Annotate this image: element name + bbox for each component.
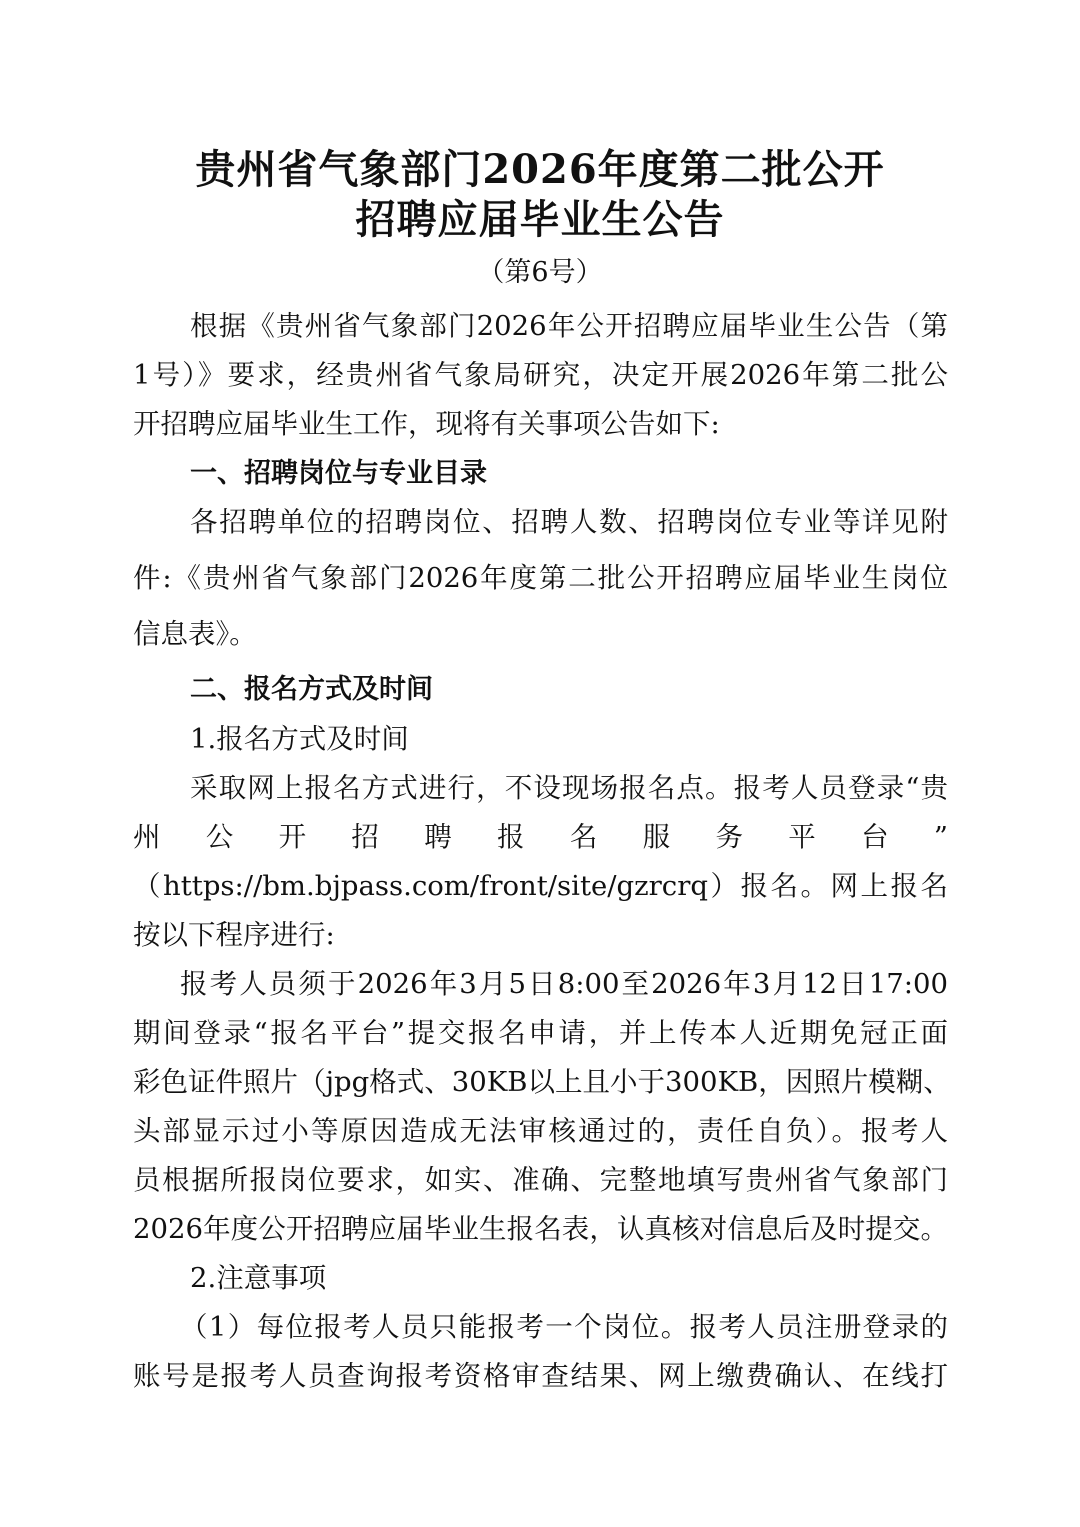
section-heading-1: 一、招聘岗位与专业目录 [190,458,487,489]
section-2-paragraph-line: （https://bm.bjpass.com/front/site/gzrcrq）报名。网上报名 [133,870,948,902]
section-heading-2: 二、报名方式及时间 [190,674,433,705]
intro-paragraph-line: 1号）》要求，经贵州省气象局研究，决定开展2026年第二批公 [133,359,948,391]
section-2-procedure-line: 彩色证件照片（jpg格式、30KB以上且小于300KB，因照片模糊、 [133,1066,951,1098]
section-2-paragraph-line: 州 公 开 招 聘 报 名 服 务 平 台 ” [133,821,948,853]
section-2-paragraph-line: 采取网上报名方式进行，不设现场报名点。报考人员登录“贵 [190,772,948,804]
section-2-paragraph-line: 按以下程序进行: [133,919,335,951]
intro-paragraph-line: 根据《贵州省气象部门2026年公开招聘应届毕业生公告（第 [190,310,948,342]
section-1-paragraph-line: 件:《贵州省气象部门2026年度第二批公开招聘应届毕业生岗位 [133,562,948,594]
section-2-procedure-line: 报考人员须于2026年3月5日8:00至2026年3月12日17:00 [180,968,948,1000]
intro-paragraph-line: 开招聘应届毕业生工作，现将有关事项公告如下: [133,408,720,440]
notice-paragraph-line: 账号是报考人员查询报考资格审查结果、网上缴费确认、在线打 [133,1360,948,1392]
section-2-procedure-line: 头部显示过小等原因造成无法审核通过的，责任自负）。报考人 [133,1115,948,1147]
section-1-paragraph-line: 各招聘单位的招聘岗位、招聘人数、招聘岗位专业等详见附 [190,506,948,538]
notice-paragraph-line: （1）每位报考人员只能报考一个岗位。报考人员注册登录的 [180,1311,948,1343]
document-title-line-1: 贵州省气象部门2026年度第二批公开 [195,146,885,193]
section-2-procedure-line: 员根据所报岗位要求，如实、准确、完整地填写贵州省气象部门 [133,1164,948,1196]
subsection-heading-1: 1.报名方式及时间 [190,723,409,755]
subsection-heading-2: 2.注意事项 [190,1262,327,1294]
section-1-paragraph-line: 信息表》。 [133,618,257,650]
section-2-procedure-line: 2026年度公开招聘应届毕业生报名表，认真核对信息后及时提交。 [133,1213,948,1245]
document-number: （第6号） [477,257,603,288]
document-title-line-2: 招聘应届毕业生公告 [355,196,725,243]
section-2-procedure-line: 期间登录“报名平台”提交报名申请，并上传本人近期免冠正面 [133,1017,948,1049]
